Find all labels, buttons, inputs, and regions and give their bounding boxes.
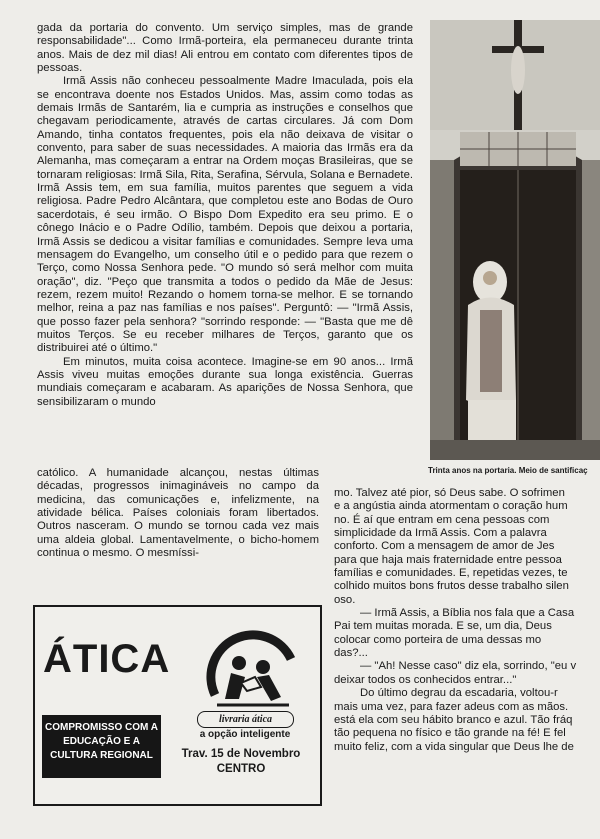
article-line: Do último degrau da escadaria, voltou-r <box>360 687 558 700</box>
article-column-right <box>334 487 600 754</box>
bookstore-advertisement <box>33 605 322 806</box>
article-line: tão pequena no físico e tão grande na fé! E fel <box>334 727 566 740</box>
article-line: colhido muitos bons frutos desse trabalho silen <box>334 580 569 593</box>
article-line: colocar como porteira de uma dessas mo <box>334 633 542 646</box>
address-street: Trav. 15 de Novembro <box>181 748 301 760</box>
article-paragraph: Irmã Assis não conheceu pessoalmente Madre Imaculada, pois ela se encontrava doente nos Estados Unidos. Mas, assim como todas as demais Irmãs de Santarém, lia e cumpria as instruções e conselhos que chegavam periodicamente, através de cartas circulares. Já com Dom Amando, tinha contatos frequentes, pois ela não deixava de visitar o convento, para saber de suas necessidades. A maioria das Irmãs era da Alemanha, mas começaram a entrar na Ordem moças Brasileiras, que se tornaram religiosas: Irmã Sila, Rita, Serafina, Sérvula, Solana e Bernadete. Irmã Assis tem, em sua família, muitos parentes que seguem a vida religiosa. Padre Pedro Alcântara, que completou este ano Bodas de Ouro sacerdotais, é seu irmão. O Bispo Dom Expedito era seu primo. E o cônego Inácio e o Padre Odílio, também. Depois que deixou a portaria, Irmã Assis se dedicou a visitar famílias e comunidades. Sempre leva uma mensagem do Evangelho, um conselho útil e o pedido para que rezem o Terço, como Nossa Senhora pede. "O mundo só será melhor com muita oração", diz. "Peço que transmita a todos o pedido da Mãe de Jesus: rezem, rezem muito! Rezando o homem torna-se melhor. E se tornando melhor, reina a paz nas famílias e nos países". Perguntô: — "Irmã Assis, que posso fazer pela senhora? "sorrindo responde: — "Basta que me dê muitos Terços. Se eu receber milhares de Terços, garanto que os distribuirei até o último." <box>37 75 413 355</box>
commitment-box <box>42 715 161 778</box>
commitment-line: EDUCAÇÃO E A <box>63 736 140 747</box>
article-line: Pai tem muitas morada. E se, um dia, Deus <box>334 620 552 633</box>
article-line: no. É aí que entram em cena pessoas com <box>334 513 550 526</box>
slogan: a opção inteligente <box>199 729 291 740</box>
store-address <box>181 747 301 777</box>
article-paragraph: católico. A humanidade alcançou, nestas últimas décadas, progressos inimagináveis no campo da medicina, das comunicações e, infelizmente, na atividade bélica. Países coloniais foram libertados. Outros nasceram. O mundo se tornou cada vez mais uma aldeia global. Lamentavelmente, o bicho-homem continua o mesmo. O mesmíssi- <box>37 467 319 560</box>
article-paragraph: gada da portaria do convento. Um serviço simples, mas de grande responsabilidade"... Como Irmã-porteira, ela permaneceu durante trinta anos. Mais de dez mil dias! Ali entrou em contato com diferentes tipos de pessoas. <box>37 22 413 75</box>
article-line: muito feliz, com a vida singular que Deus lhe de <box>334 740 574 753</box>
article-line: mais uma vez, para fazer adeus com as mãos. <box>334 700 569 713</box>
article-line: conforto. Com a mensagem de amor de Jes <box>334 540 555 553</box>
photo-caption: Trinta anos na portaria. Meio de santificaç <box>428 466 588 475</box>
article-line: deixar todos os conhecidos entrar..." <box>334 673 517 686</box>
commitment-line: CULTURA REGIONAL <box>50 750 153 761</box>
brand-name: ÁTICA <box>43 637 171 681</box>
article-line: e a angústia ainda atormentam o coração hum <box>334 500 568 513</box>
article-paragraph: Em minutos, muita coisa acontece. Imagine-se em 90 anos... Irmã Assis viveu muitas emoções durante sua longa existência. Guerras mundiais começaram e acabaram. As aparições de Nossa Senhora, que sensibilizaram o mundo <box>37 355 413 408</box>
article-column-upper <box>37 22 413 409</box>
reading-children-logo-icon <box>195 625 305 715</box>
photo-illustration <box>430 20 600 460</box>
address-district: CENTRO <box>216 763 266 775</box>
article-line: oso. <box>334 593 356 606</box>
article-line: das?... <box>334 647 368 660</box>
commitment-line: COMPROMISSO COM A <box>45 722 158 733</box>
article-line: simplicidade da Irmã Assis. Com a palavra <box>334 527 547 540</box>
article-line: — "Ah! Nesse caso" diz ela, sorrindo, "eu v <box>360 660 577 673</box>
article-line: — Irmã Assis, a Bíblia nos fala que a Casa <box>360 607 575 620</box>
article-line: está ela com seu hábito branco e azul. Tão fráq <box>334 713 573 726</box>
store-name-badge: livraria ática <box>197 711 294 728</box>
article-line: famílias e comunidades. E, repetidas vezes, te <box>334 567 568 580</box>
article-line: para que haja mais fraternidade entre pessoa <box>334 553 562 566</box>
nun-at-door-photo <box>430 20 600 460</box>
article-line: mo. Talvez até pior, só Deus sabe. O sofrimen <box>334 487 565 499</box>
article-column-lower <box>37 467 319 560</box>
